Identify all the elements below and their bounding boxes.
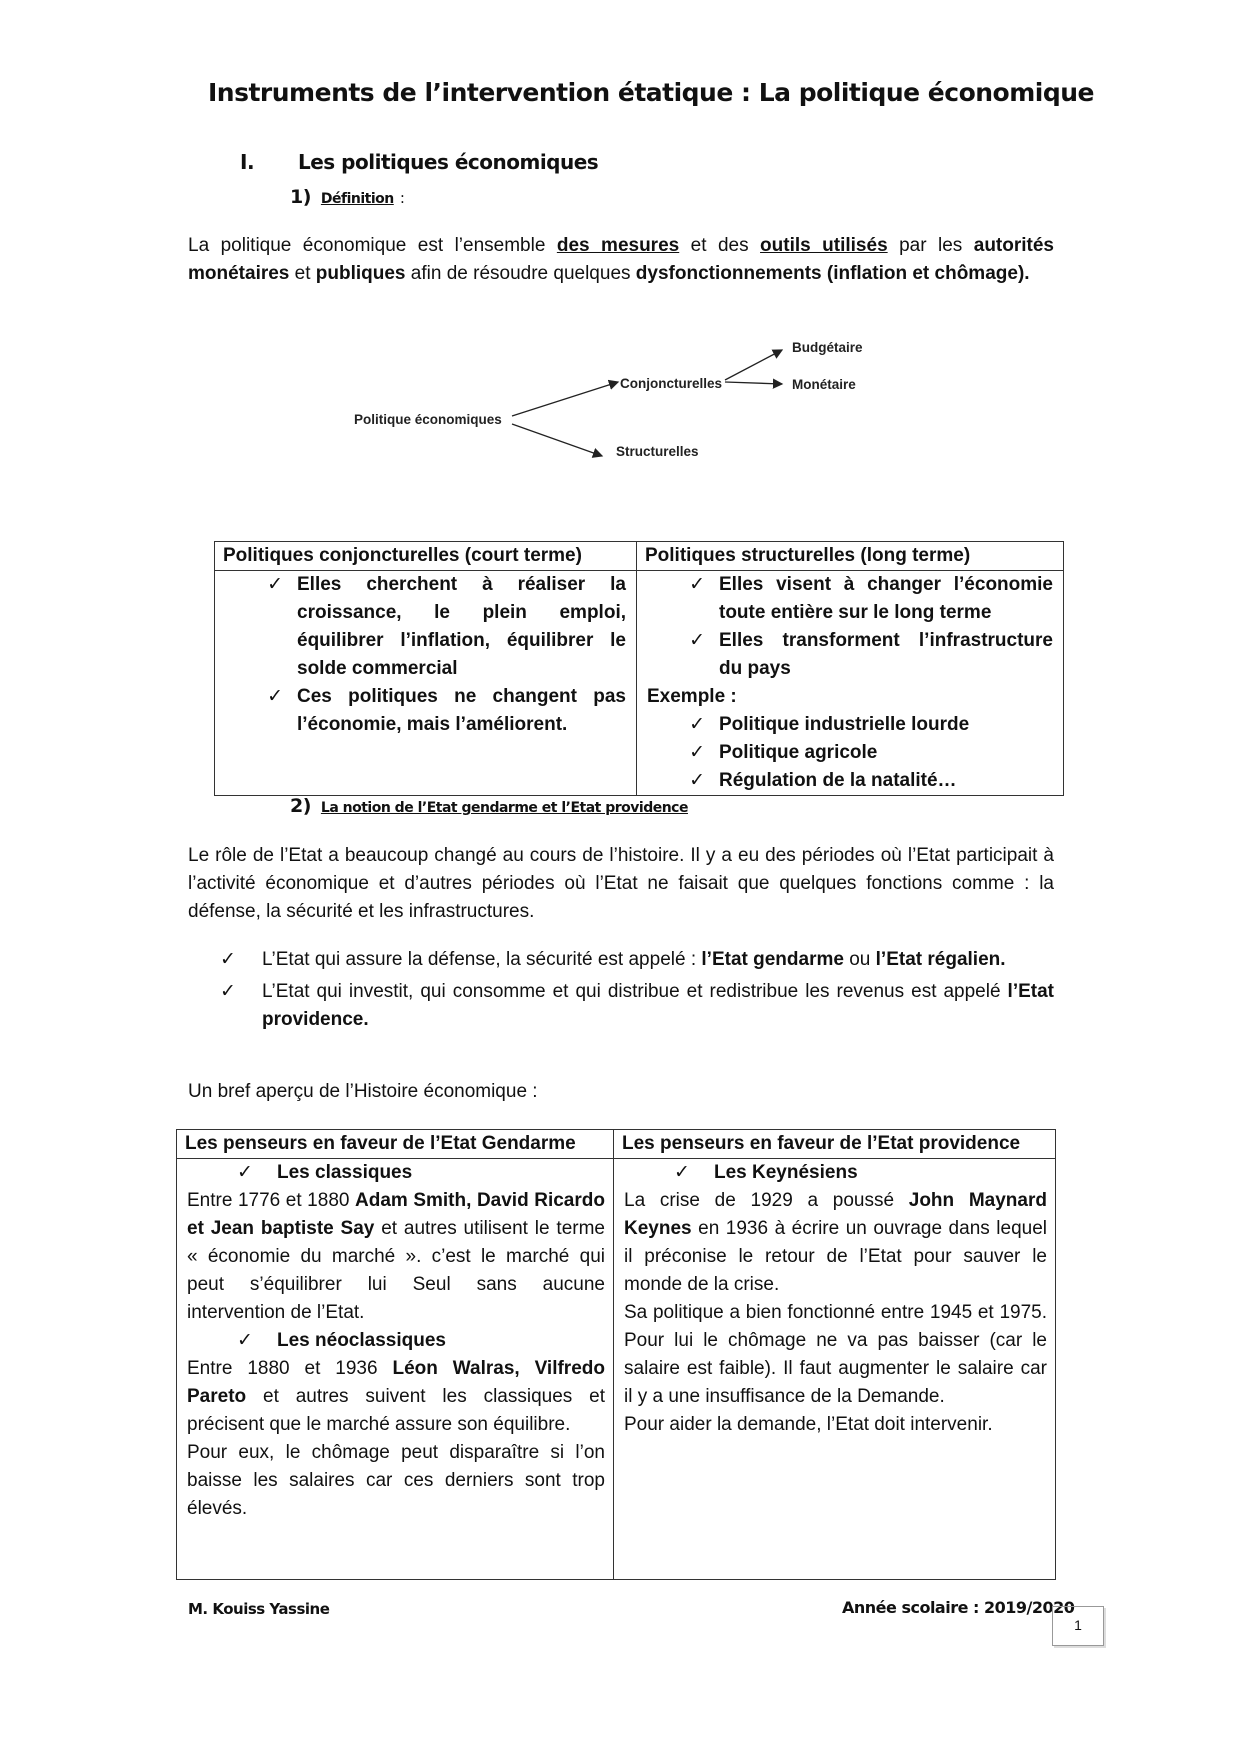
bullet-bold: l’Etat gendarme <box>701 949 844 970</box>
text: et autres suivent les classiques et précisent que le marché assure son équilibre. <box>187 1386 605 1435</box>
neoclassiques-heading <box>187 1327 605 1355</box>
table1-header-structurelles: Politiques structurelles (long terme) <box>637 542 1064 571</box>
footer-year: Année scolaire : 2019/2020 <box>842 1598 1075 1617</box>
example-label: Exemple : <box>647 686 737 707</box>
subsection-label: Définition <box>320 191 394 207</box>
check-icon: ✓ <box>689 714 705 735</box>
list-item-text: Elles transforment l’infrastructure du pays <box>719 630 1053 679</box>
list-item <box>647 571 1053 627</box>
colon: : <box>399 189 405 207</box>
check-icon: ✓ <box>689 630 705 651</box>
bold-names: Léon Walras, Vilfredo Pareto <box>187 1358 605 1407</box>
bold-names: John Maynard Keynes <box>624 1190 1047 1239</box>
table1-cell-conjoncturelles <box>215 571 637 796</box>
text: La crise de 1929 a poussé <box>624 1190 909 1211</box>
classiques-heading <box>187 1159 605 1187</box>
arrow-to-conjoncturelles <box>512 382 618 416</box>
check-icon: ✓ <box>689 742 705 763</box>
diagram-monetaire-label: Monétaire <box>792 377 856 392</box>
subsection-heading-2 <box>290 795 688 817</box>
bullet-text: L’Etat qui assure la défense, la sécurité est appelé : <box>262 949 702 970</box>
neoclassiques-title: Les néoclassiques <box>277 1330 446 1351</box>
keynesiens-heading <box>624 1159 1047 1187</box>
table2-header-gendarme: Les penseurs en faveur de l’Etat Gendarme <box>177 1130 614 1159</box>
check-icon: ✓ <box>689 770 705 791</box>
list-item <box>647 739 1053 767</box>
definition-paragraph <box>188 232 1054 288</box>
list-item-text: Elles visent à changer l’économie toute entière sur le long terme <box>719 574 1053 623</box>
bullet-bold: l’Etat régalien. <box>875 949 1006 970</box>
diagram-structurelles-label: Structurelles <box>616 444 699 459</box>
keynesiens-text-2: Sa politique a bien fonctionné entre 1945 et 1975. Pour lui le chômage ne va pas baisser (car le salaire est faible). Il faut augmenter le salaire car il y a une insuffisance de la Demande. <box>624 1302 1047 1407</box>
list-item <box>225 571 626 683</box>
check-icon: ✓ <box>689 574 705 595</box>
def-text: par les <box>887 235 974 256</box>
classiques-text <box>187 1187 605 1327</box>
def-underlined: des mesures <box>556 235 680 256</box>
def-bold: dysfonctionnements (inflation et chômage). <box>635 263 1030 284</box>
arrow-to-structurelles <box>512 424 602 456</box>
thinkers-table <box>176 1129 1056 1580</box>
list-item <box>647 767 1053 795</box>
check-icon: ✓ <box>220 981 236 1002</box>
arrow-to-monetaire <box>725 382 782 384</box>
subsection-label: La notion de l’Etat gendarme et l’Etat providence <box>320 800 688 816</box>
list-item <box>220 978 1054 1034</box>
text: Entre 1776 et 1880 <box>187 1190 355 1211</box>
check-icon: ✓ <box>220 949 236 970</box>
table1-cell-structurelles <box>637 571 1064 796</box>
check-icon: ✓ <box>237 1162 253 1183</box>
neoclassiques-text-2: Pour eux, le chômage peut disparaître si l’on baisse les salaires car ces derniers sont trop élevés. <box>187 1442 605 1519</box>
bullet-text: L’Etat qui investit, qui consomme et qui distribue et redistribue les revenus est appelé <box>262 981 1008 1002</box>
bold-names: Adam Smith, David Ricardo et Jean baptiste Say <box>187 1190 605 1239</box>
diagram-budgetaire-label: Budgétaire <box>792 340 863 355</box>
check-icon: ✓ <box>674 1162 690 1183</box>
def-text: et des <box>679 235 761 256</box>
table2-cell-providence <box>614 1159 1056 1580</box>
list-item <box>647 627 1053 683</box>
policies-comparison-table <box>214 541 1064 796</box>
subsection-heading-1 <box>290 186 404 208</box>
keynesiens-title: Les Keynésiens <box>714 1162 858 1183</box>
check-icon: ✓ <box>237 1330 253 1351</box>
arrow-to-budgetaire <box>725 350 782 380</box>
section-label: Les politiques économiques <box>298 150 599 174</box>
list-item <box>225 683 626 739</box>
classiques-title: Les classiques <box>277 1162 413 1183</box>
neoclassiques-text <box>187 1355 605 1439</box>
def-text: afin de résoudre quelques <box>405 263 636 284</box>
list-item <box>647 711 1053 739</box>
bullet-text: ou <box>843 949 876 970</box>
page-number: 1 <box>1052 1606 1104 1646</box>
footer-author: M. Kouiss Yassine <box>188 1600 330 1618</box>
list-item-text: Politique agricole <box>719 742 878 763</box>
table1-header-conjoncturelles: Politiques conjoncturelles (court terme) <box>215 542 637 571</box>
table2-cell-gendarme <box>177 1159 614 1580</box>
diagram-root-label: Politique économiques <box>354 412 502 427</box>
table2-header-providence: Les penseurs en faveur de l’Etat providence <box>614 1130 1056 1159</box>
text: Entre 1880 et 1936 <box>187 1358 393 1379</box>
text: en 1936 à écrire un ouvrage dans lequel il préconise le retour de l’Etat pour sauver le monde de la crise. <box>624 1218 1047 1295</box>
text: et autres utilisent le terme « économie du marché ». c’est le marché qui peut s’équilibrer lui Seul sans aucune intervention de l’Etat. <box>187 1218 605 1323</box>
subsection-number: 1) <box>290 186 311 208</box>
history-intro: Un bref aperçu de l’Histoire économique : <box>188 1081 538 1102</box>
check-icon: ✓ <box>267 686 283 707</box>
def-bold: publiques <box>315 263 406 284</box>
list-item-text: Politique industrielle lourde <box>719 714 970 735</box>
list-item <box>220 946 1054 974</box>
document-title: Instruments de l’intervention étatique : La politique économique <box>208 78 1094 107</box>
def-bold: autorités monétaires <box>188 235 1054 284</box>
subsection-number: 2) <box>290 795 311 817</box>
list-item-text: Ces politiques ne changent pas l’économie, mais l’améliorent. <box>297 686 626 735</box>
check-icon: ✓ <box>267 574 283 595</box>
def-text: et <box>289 263 316 284</box>
keynesiens-text-3: Pour aider la demande, l’Etat doit intervenir. <box>624 1414 993 1435</box>
def-underlined: outils utilisés <box>760 235 888 256</box>
policy-diagram <box>340 330 900 470</box>
section-heading-1 <box>240 150 598 174</box>
list-item-text: Elles cherchent à réaliser la croissance, le plein emploi, équilibrer l’inflation, équilibrer le solde commercial <box>297 574 626 679</box>
list-item-text: Régulation de la natalité… <box>719 770 957 791</box>
state-type-list <box>220 946 1054 1038</box>
bullet-bold: l’Etat providence. <box>262 981 1054 1030</box>
keynesiens-text <box>624 1187 1047 1299</box>
def-text: La politique économique est l’ensemble <box>188 235 557 256</box>
role-paragraph: Le rôle de l’Etat a beaucoup changé au cours de l’histoire. Il y a eu des périodes où l’Etat participait à l’activité économique et d’autres périodes où l’Etat ne faisait que quelques fonctions comme : la défense, la sécurité et les infrastructures. <box>188 845 1054 922</box>
diagram-conjoncturelles-label: Conjoncturelles <box>620 376 723 391</box>
section-number: I. <box>240 150 255 174</box>
